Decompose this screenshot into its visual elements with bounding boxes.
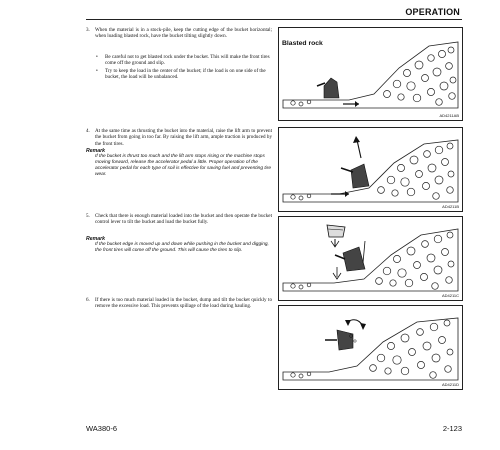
step-text: If there is too much material loaded in the bucket, dump and tilt the bucket quickly to remove the excessive load. This prevents spillage of the load during hauling. — [95, 297, 272, 310]
remark-text: If the bucket edge is moved up and down while pushing in the bucket and digging, the front tires will come off the ground. This will cause the tires to slip. — [95, 242, 269, 253]
figure-blasted-rock — [278, 27, 463, 121]
figure-code: AD4211C — [441, 293, 459, 298]
section-header: OPERATION — [405, 7, 460, 17]
figure-3 — [278, 216, 463, 301]
footer-page-number: 2-123 — [442, 424, 462, 433]
step-number: 5. — [86, 213, 90, 219]
step-3 — [86, 27, 272, 40]
bullet-text: Be careful not to get blasted rock under the bucket. This will make the front tires come off the ground and slip. — [105, 54, 270, 67]
remark-title: Remark — [86, 148, 106, 154]
step-4 — [86, 128, 272, 147]
step-number: 6. — [86, 297, 90, 303]
figure-code: AD4211D — [441, 382, 459, 387]
loader-bucket-illustration — [279, 306, 462, 389]
header-rule — [86, 19, 462, 20]
remark-title: Remark — [86, 236, 106, 242]
figure-code: AD4211B — [442, 204, 459, 209]
remark-text: If the bucket is thrust too much and the lift arm stops rising or the machine stops moving forward, release the accelerator pedal a little. Proper operation of the accelerator pedal for each type of soil is effective for saving fuel and preventing tire wear. — [95, 154, 271, 177]
bullet-text: Try to keep the load in the center of the bucket; if the load is on one side of the bucket, the load will be unbalanced. — [105, 67, 266, 80]
figure-code: AD4211AB — [439, 113, 459, 118]
step-text: Check that there is enough material loaded into the bucket and then operate the bucket control lever to tilt the bucket and load the bucket fully. — [95, 213, 272, 226]
bullet-mark: • — [96, 54, 98, 60]
bullet-mark: • — [96, 67, 98, 74]
bullet-list — [96, 54, 272, 81]
figure-4 — [278, 305, 463, 390]
step-text: At the same time as thrusting the bucket into the material, raise the lift arm to prevent the bucket from going in too far. By raising the lift arm, ample traction is produced by the front tires. — [95, 128, 272, 147]
step-5 — [86, 213, 272, 226]
step-number: 4. — [86, 128, 90, 134]
footer-model: WA380-6 — [86, 424, 117, 433]
loader-bucket-illustration — [279, 128, 462, 211]
loader-bucket-illustration — [279, 217, 462, 300]
step-number: 3. — [86, 27, 90, 33]
figure-2 — [278, 127, 463, 212]
step-6 — [86, 297, 272, 310]
bullet-item — [96, 68, 272, 81]
step-text: When the material is in a stock-pile, keep the cutting edge of the bucket horizontal; when loading blasted rock, have the bucket tilting slightly down. — [95, 27, 272, 40]
figure-label: Blasted rock — [282, 40, 323, 47]
bullet-item — [96, 54, 272, 67]
